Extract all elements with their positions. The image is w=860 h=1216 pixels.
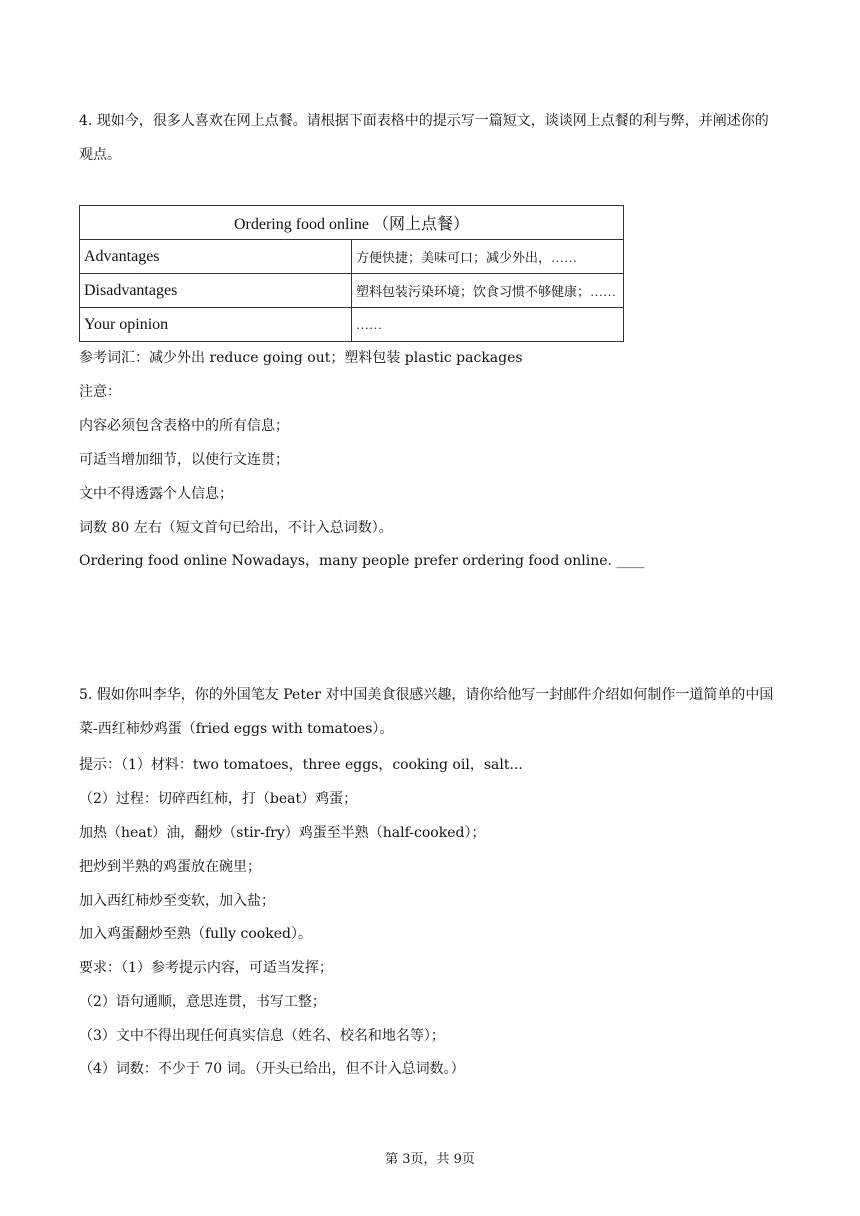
q4-note-item: 可适当增加细节，以使行文连贯； (79, 452, 289, 468)
q5-line: （3）文中不得出现任何真实信息（姓名、校名和地名等）； (79, 1028, 445, 1044)
q4-start-sentence: Ordering food online Nowadays，many people prefer ordering food online. ____ (79, 553, 645, 569)
row-label: Disadvantages (80, 274, 352, 308)
q5-prompt: 5. 假如你叫李华，你的外国笔友 Peter 对中国美食很感兴趣，请你给他写一封邮件介绍如何制作一道简单的中国菜-西红柿炒鸡蛋（fried eggs with tomatoes）。 (79, 687, 774, 737)
q5-line: 加入鸡蛋翻炒至熟（fully cooked）。 (79, 926, 312, 942)
q4-note-item: 内容必须包含表格中的所有信息； (79, 418, 289, 434)
q4-note-title: 注意： (79, 384, 121, 400)
q5-line: （2）过程：切碎西红柿，打（beat）鸡蛋； (79, 791, 358, 807)
row-label: Your opinion (80, 308, 352, 342)
row-value: …… (352, 308, 624, 342)
q4-vocab: 参考词汇：减少外出 reduce going out；塑料包装 plastic packages (79, 350, 523, 366)
table-header: Ordering food online （网上点餐） (80, 206, 624, 240)
q4-note-item: 词数 80 左右（短文首句已给出，不计入总词数）。 (79, 520, 393, 536)
row-value: 方便快捷；美味可口；减少外出，…… (352, 240, 624, 274)
table-header-row (80, 206, 624, 240)
q5-line: 提示：（1）材料：two tomatoes，three eggs，cooking oil，salt... (79, 757, 523, 773)
ordering-food-table (79, 205, 624, 342)
page-number-footer: 第 3页，共 9页 (385, 1152, 475, 1167)
row-label: Advantages (80, 240, 352, 274)
row-value: 塑料包装污染环境；饮食习惯不够健康；…… (352, 274, 624, 308)
q4-prompt: 4. 现如今，很多人喜欢在网上点餐。请根据下面表格中的提示写一篇短文，谈谈网上点餐的利与弊，并阐述你的观点。 (79, 113, 769, 163)
table-row-opinion (80, 308, 624, 342)
q4-note-item: 文中不得透露个人信息； (79, 486, 233, 502)
q5-line: 加热（heat）油，翻炒（stir-fry）鸡蛋至半熟（half-cooked）； (79, 825, 486, 841)
table-row-advantages (80, 240, 624, 274)
q5-line: 要求：（1）参考提示内容，可适当发挥； (79, 960, 333, 976)
q5-line: 把炒到半熟的鸡蛋放在碗里； (79, 859, 261, 875)
table-row-disadvantages (80, 274, 624, 308)
q5-line: （4）词数：不少于 70 词。（开头已给出，但不计入总词数。） (79, 1061, 465, 1077)
q5-line: （2）语句通顺，意思连贯，书写工整； (79, 994, 326, 1010)
q5-line: 加入西红柿炒至变软，加入盐； (79, 893, 275, 909)
